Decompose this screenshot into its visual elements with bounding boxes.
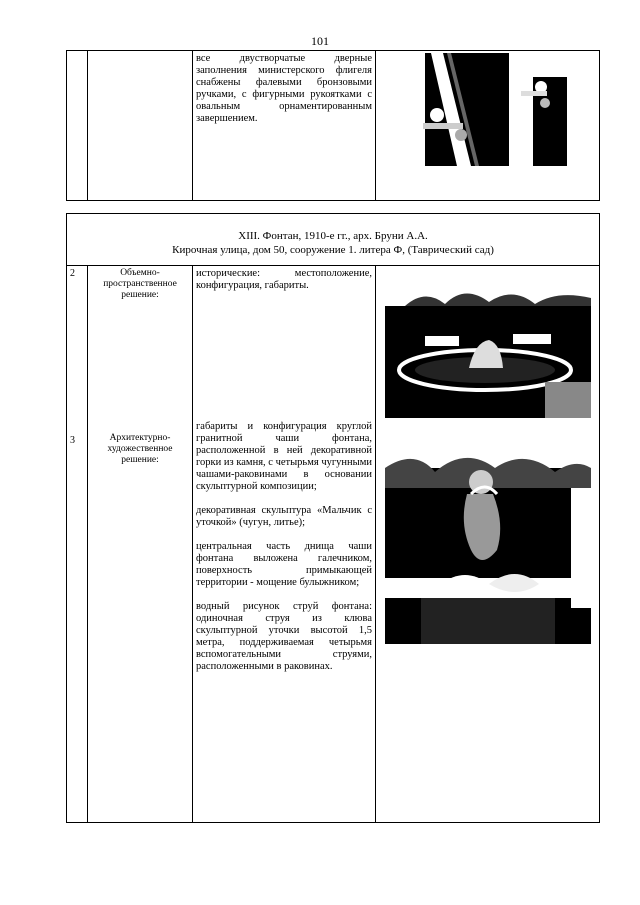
row-2-text: исторические: местоположение, конфигурация, габариты. xyxy=(196,268,372,291)
row-3-para-1: габариты и конфигурация круглой гранитной чаши фонтана, расположенной в ней декоративной горки из камня, с четырьмя чугунными чашами-раковинами в основании скульптурной композиции; xyxy=(196,421,372,492)
row-texts-cell xyxy=(193,266,376,823)
door-handles-text: все двустворчатые дверные заполнения министерского флигеля снабжены фалевыми бронзовыми ручками, с фигурными рукоятками с овальным орнаментированным завершением. xyxy=(193,51,376,201)
row-3-para-2: декоративная скульптура «Мальчик с уточкой» (чугун, литье); xyxy=(196,505,372,528)
continued-table xyxy=(66,50,600,201)
empty-label-cell xyxy=(88,51,193,201)
page-number: 101 xyxy=(311,34,329,48)
row-labels-cell xyxy=(88,266,193,823)
row-2-label: Объемно-пространственное решение: xyxy=(103,268,177,300)
door-handle-photo xyxy=(409,53,567,166)
row-3-para-3: центральная часть днища чаши фонтана выложена галечником, поверхность примыкающей территории - мощение булыжником; xyxy=(196,541,372,588)
fountain-overview-photo xyxy=(385,278,591,418)
boy-with-duck-sculpture-photo xyxy=(385,428,591,644)
row-numbers-cell xyxy=(67,266,88,823)
row-3-label: Архитектурно-художественное решение: xyxy=(107,433,173,465)
row-photos-cell xyxy=(376,266,600,823)
section-title: XIII. Фонтан, 1910-е гг., арх. Бруни А.А. xyxy=(238,230,428,242)
row-3-number: 3 xyxy=(70,435,75,446)
section-header xyxy=(67,214,600,266)
section-address: Кирочная улица, дом 50, сооружение 1. литера Ф, (Таврический сад) xyxy=(172,244,494,256)
empty-num-cell xyxy=(67,51,88,201)
row-3-para-4: водный рисунок струй фонтана: одиночная струя из клюва скульптурной уточки высотой 1,5 метра, поддерживаемая четырьмя вспомогательными струями, расположенными в раковинах. xyxy=(196,601,372,672)
fountain-table xyxy=(66,213,600,823)
photo-cell xyxy=(376,51,600,201)
row-2-number: 2 xyxy=(70,268,75,279)
